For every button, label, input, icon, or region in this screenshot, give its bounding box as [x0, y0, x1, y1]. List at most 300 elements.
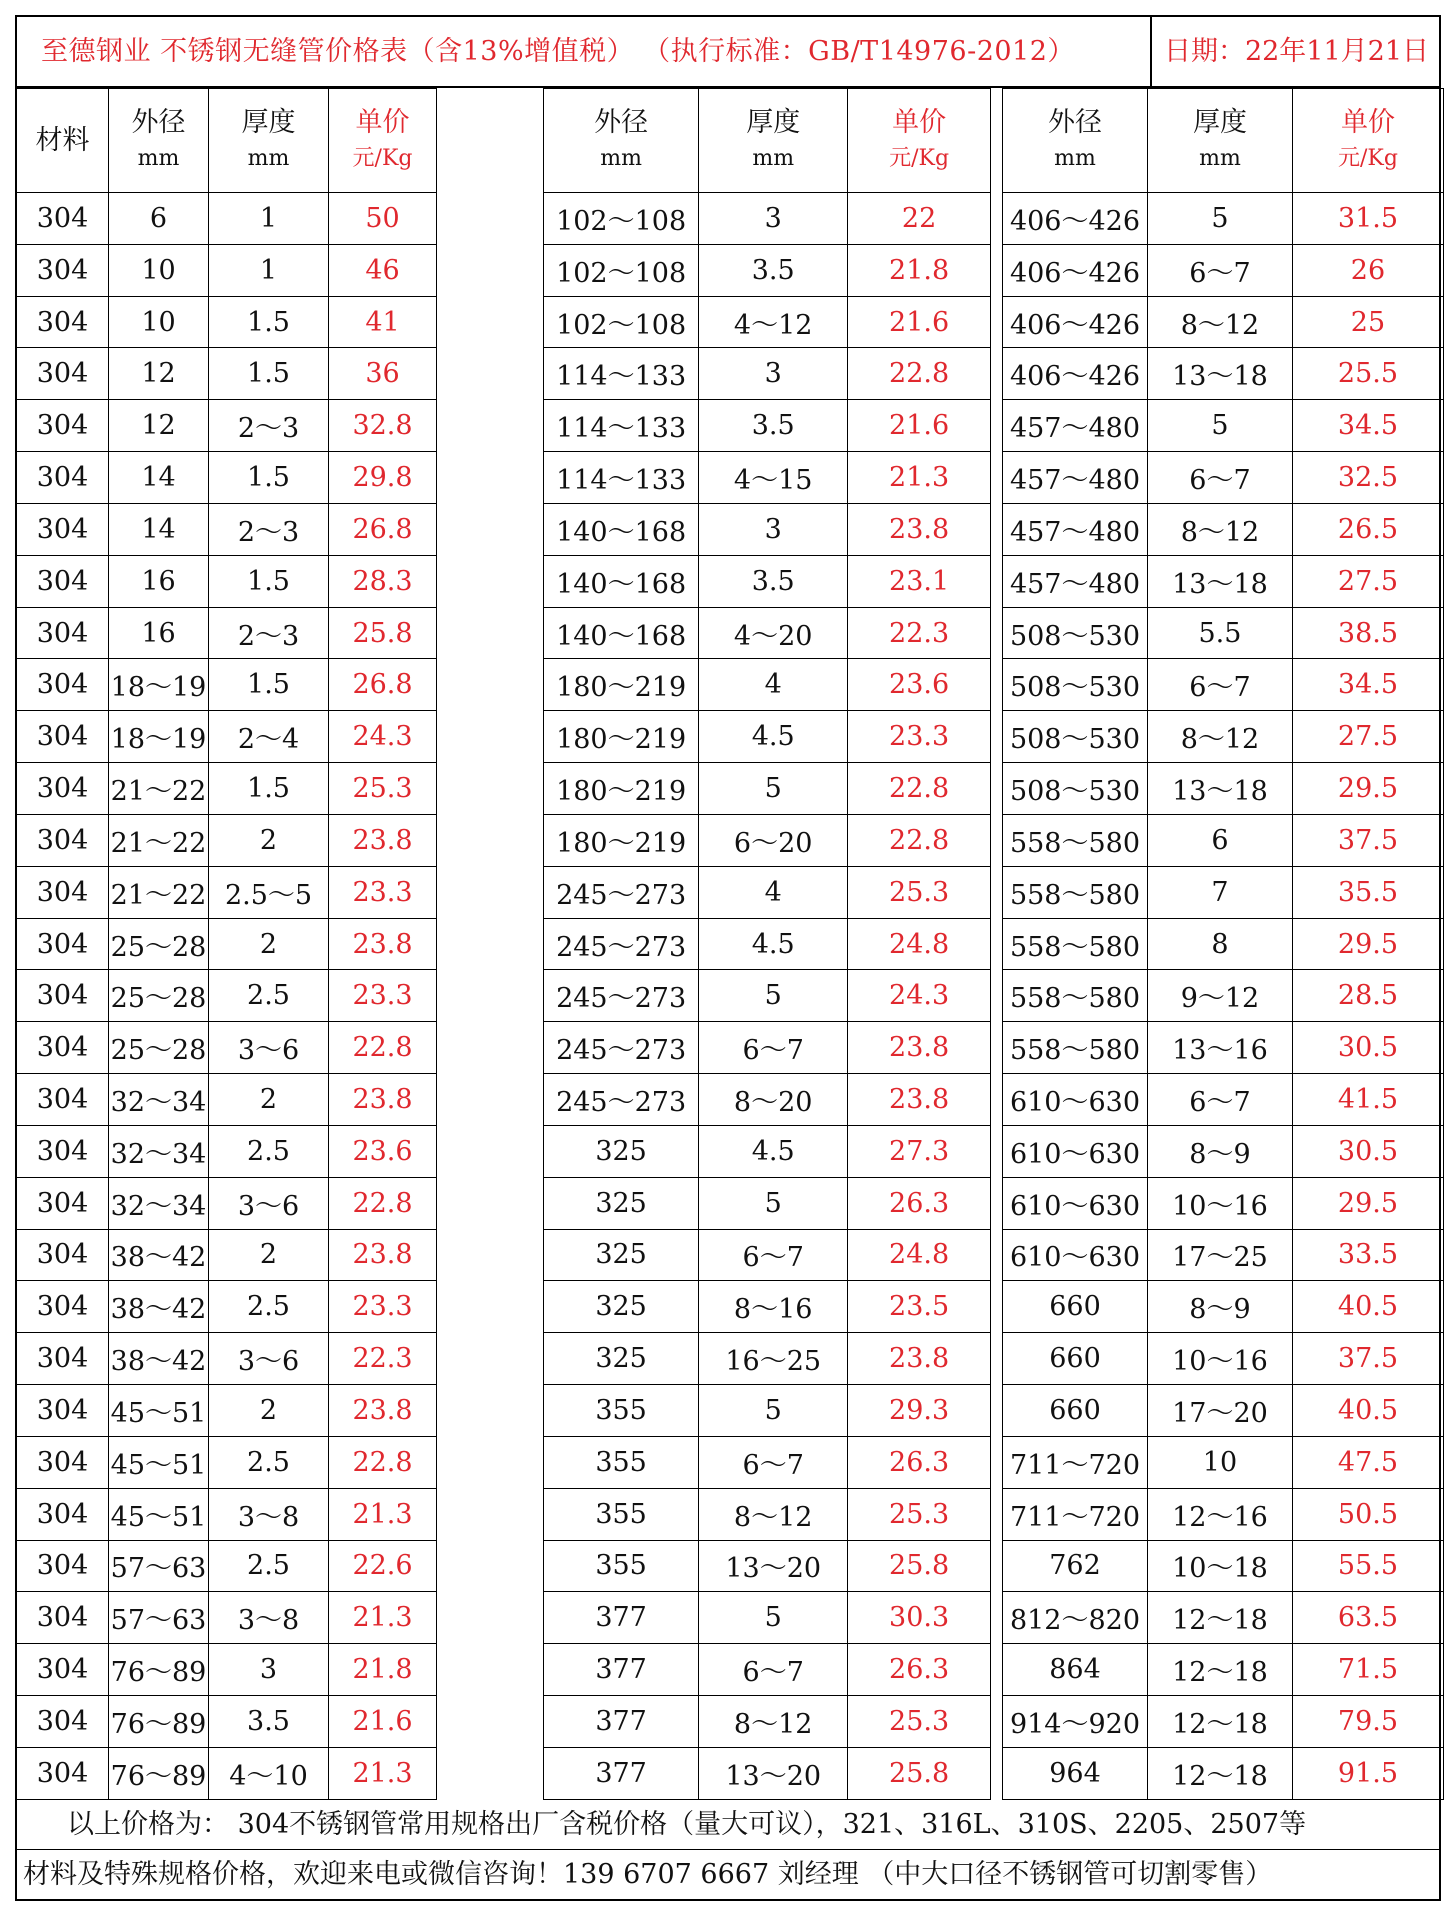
cell-thickness: 5 — [1147, 400, 1292, 452]
cell-price: 22.8 — [848, 814, 991, 866]
cell-thickness: 13～18 — [1147, 348, 1292, 400]
title-row — [17, 17, 1439, 88]
table-row — [17, 1747, 437, 1799]
cell-price: 35.5 — [1292, 866, 1443, 918]
cell-thickness: 13～20 — [699, 1747, 848, 1799]
cell-material: 304 — [17, 607, 109, 659]
cell-thickness: 10～18 — [1147, 1540, 1292, 1592]
cell-thickness: 2～3 — [209, 400, 329, 452]
cell-price: 41.5 — [1292, 1074, 1443, 1126]
price-table-large-diameter — [1002, 88, 1444, 1800]
cell-price: 22.6 — [329, 1540, 437, 1592]
table-row — [1003, 1488, 1444, 1540]
cell-thickness: 3.5 — [699, 400, 848, 452]
cell-material: 304 — [17, 1022, 109, 1074]
cell-thickness: 7 — [1147, 866, 1292, 918]
table-row — [1003, 1696, 1444, 1748]
cell-od: 38～42 — [109, 1333, 209, 1385]
cell-od: 245～273 — [544, 866, 699, 918]
table-row — [544, 607, 991, 659]
cell-od: 14 — [109, 452, 209, 504]
cell-price: 23.8 — [329, 1229, 437, 1281]
cell-price: 26.3 — [848, 1644, 991, 1696]
cell-od: 140～168 — [544, 555, 699, 607]
cell-od: 10 — [109, 296, 209, 348]
footer-line-2: 材料及特殊规格价格，欢迎来电或微信咨询！139 6707 6667 刘经理 （中大口径不锈钢管可切割零售） — [23, 1859, 1273, 1890]
table-row — [544, 1281, 991, 1333]
table-row — [544, 1696, 991, 1748]
table-row — [17, 1385, 437, 1437]
cell-material: 304 — [17, 296, 109, 348]
cell-price: 21.6 — [848, 400, 991, 452]
table-row — [1003, 1125, 1444, 1177]
cell-od: 660 — [1003, 1333, 1148, 1385]
cell-od: 558～580 — [1003, 918, 1148, 970]
cell-price: 25.3 — [848, 866, 991, 918]
cell-thickness: 5 — [699, 763, 848, 815]
table-header-row — [1003, 89, 1444, 193]
cell-thickness: 5.5 — [1147, 607, 1292, 659]
table-row — [1003, 918, 1444, 970]
cell-od: 21～22 — [109, 866, 209, 918]
cell-thickness: 17～25 — [1147, 1229, 1292, 1281]
table-row — [1003, 400, 1444, 452]
cell-thickness: 2.5 — [209, 1125, 329, 1177]
cell-od: 45～51 — [109, 1436, 209, 1488]
cell-price: 21.6 — [329, 1696, 437, 1748]
cell-thickness: 1.5 — [209, 452, 329, 504]
table-row — [544, 452, 991, 504]
cell-thickness: 6～7 — [1147, 452, 1292, 504]
table-row — [1003, 1022, 1444, 1074]
cell-od: 325 — [544, 1281, 699, 1333]
table-row — [1003, 1644, 1444, 1696]
price-table-medium-diameter — [543, 88, 991, 1800]
cell-material: 304 — [17, 1436, 109, 1488]
cell-price: 29.3 — [848, 1385, 991, 1437]
cell-material: 304 — [17, 1074, 109, 1126]
table-row — [17, 1540, 437, 1592]
table-row — [544, 1644, 991, 1696]
cell-thickness: 2 — [209, 814, 329, 866]
table-row — [544, 1592, 991, 1644]
cell-price: 26.3 — [848, 1177, 991, 1229]
cell-thickness: 12～18 — [1147, 1644, 1292, 1696]
cell-thickness: 2～4 — [209, 711, 329, 763]
cell-price: 41 — [329, 296, 437, 348]
cell-od: 457～480 — [1003, 452, 1148, 504]
table-row — [17, 607, 437, 659]
cell-price: 40.5 — [1292, 1281, 1443, 1333]
cell-thickness: 8～20 — [699, 1074, 848, 1126]
cell-od: 355 — [544, 1488, 699, 1540]
cell-od: 102～108 — [544, 193, 699, 245]
table-row — [17, 1281, 437, 1333]
table-header-row — [544, 89, 991, 193]
cell-od: 377 — [544, 1696, 699, 1748]
cell-thickness: 4 — [699, 659, 848, 711]
table-row — [17, 1488, 437, 1540]
table-row — [544, 814, 991, 866]
cell-thickness: 10～16 — [1147, 1333, 1292, 1385]
table-row — [17, 970, 437, 1022]
cell-thickness: 2 — [209, 1385, 329, 1437]
table-row — [1003, 296, 1444, 348]
table-header-row — [17, 89, 437, 193]
cell-price: 37.5 — [1292, 814, 1443, 866]
cell-material: 304 — [17, 452, 109, 504]
cell-price: 24.3 — [848, 970, 991, 1022]
cell-price: 25.5 — [1292, 348, 1443, 400]
cell-price: 29.5 — [1292, 918, 1443, 970]
cell-thickness: 6～7 — [1147, 244, 1292, 296]
cell-price: 29.8 — [329, 452, 437, 504]
cell-od: 558～580 — [1003, 970, 1148, 1022]
cell-thickness: 2 — [209, 918, 329, 970]
cell-od: 114～133 — [544, 348, 699, 400]
cell-price: 79.5 — [1292, 1696, 1443, 1748]
cell-price: 55.5 — [1292, 1540, 1443, 1592]
table-row — [17, 659, 437, 711]
cell-thickness: 1.5 — [209, 555, 329, 607]
table-row — [17, 503, 437, 555]
cell-thickness: 6～20 — [699, 814, 848, 866]
cell-thickness: 1.5 — [209, 348, 329, 400]
cell-thickness: 4～12 — [699, 296, 848, 348]
cell-price: 25.8 — [848, 1747, 991, 1799]
cell-od: 16 — [109, 555, 209, 607]
table-row — [544, 1540, 991, 1592]
table-row — [1003, 1333, 1444, 1385]
table-row — [544, 1333, 991, 1385]
cell-price: 30.5 — [1292, 1022, 1443, 1074]
cell-material: 304 — [17, 193, 109, 245]
page-title: 至德钢业 不锈钢无缝管价格表（含13%增值税） （执行标准：GB/T14976-2012） — [41, 36, 1075, 67]
cell-price: 27.5 — [1292, 555, 1443, 607]
cell-od: 610～630 — [1003, 1177, 1148, 1229]
table-row — [17, 1074, 437, 1126]
cell-price: 21.3 — [848, 452, 991, 504]
cell-od: 610～630 — [1003, 1229, 1148, 1281]
table-row — [544, 1177, 991, 1229]
table-row — [544, 1229, 991, 1281]
cell-thickness: 5 — [1147, 193, 1292, 245]
cell-od: 457～480 — [1003, 555, 1148, 607]
cell-od: 325 — [544, 1229, 699, 1281]
header-od: 外径 mm — [109, 89, 209, 193]
price-grid — [17, 88, 1439, 1800]
price-table-small-diameter — [16, 88, 437, 1800]
cell-od: 32～34 — [109, 1177, 209, 1229]
cell-thickness: 4.5 — [699, 1125, 848, 1177]
cell-material: 304 — [17, 1281, 109, 1333]
cell-price: 50 — [329, 193, 437, 245]
cell-price: 26 — [1292, 244, 1443, 296]
cell-thickness: 2.5 — [209, 1281, 329, 1333]
table-row — [544, 244, 991, 296]
cell-od: 18～19 — [109, 711, 209, 763]
cell-price: 26.8 — [329, 503, 437, 555]
cell-price: 25.8 — [848, 1540, 991, 1592]
table-row — [1003, 452, 1444, 504]
header-price: 单价 元/Kg — [1292, 89, 1443, 193]
cell-od: 38～42 — [109, 1281, 209, 1333]
cell-thickness: 1.5 — [209, 763, 329, 815]
cell-thickness: 2 — [209, 1229, 329, 1281]
cell-price: 21.6 — [848, 296, 991, 348]
cell-thickness: 4.5 — [699, 918, 848, 970]
cell-thickness: 10～16 — [1147, 1177, 1292, 1229]
cell-thickness: 3～6 — [209, 1177, 329, 1229]
cell-od: 762 — [1003, 1540, 1148, 1592]
cell-thickness: 3～8 — [209, 1592, 329, 1644]
cell-thickness: 2～3 — [209, 503, 329, 555]
cell-thickness: 9～12 — [1147, 970, 1292, 1022]
table-row — [17, 555, 437, 607]
cell-thickness: 8～12 — [1147, 503, 1292, 555]
cell-thickness: 3 — [699, 503, 848, 555]
cell-od: 325 — [544, 1125, 699, 1177]
cell-price: 27.3 — [848, 1125, 991, 1177]
cell-thickness: 12～16 — [1147, 1488, 1292, 1540]
table-row — [544, 400, 991, 452]
table-row — [1003, 1229, 1444, 1281]
cell-price: 31.5 — [1292, 193, 1443, 245]
cell-price: 25.8 — [329, 607, 437, 659]
cell-thickness: 4 — [699, 866, 848, 918]
table-row — [17, 244, 437, 296]
table-row — [17, 1592, 437, 1644]
cell-thickness: 12～18 — [1147, 1696, 1292, 1748]
cell-price: 23.1 — [848, 555, 991, 607]
cell-price: 23.3 — [329, 1281, 437, 1333]
cell-thickness: 8 — [1147, 918, 1292, 970]
cell-od: 377 — [544, 1592, 699, 1644]
cell-price: 25.3 — [848, 1488, 991, 1540]
cell-thickness: 17～20 — [1147, 1385, 1292, 1437]
cell-od: 457～480 — [1003, 503, 1148, 555]
table-row — [17, 1229, 437, 1281]
cell-thickness: 3～6 — [209, 1022, 329, 1074]
table-row — [17, 1333, 437, 1385]
cell-price: 36 — [329, 348, 437, 400]
cell-thickness: 8～9 — [1147, 1281, 1292, 1333]
cell-price: 21.8 — [848, 244, 991, 296]
cell-thickness: 3.5 — [699, 244, 848, 296]
table-row — [544, 503, 991, 555]
cell-thickness: 4～15 — [699, 452, 848, 504]
cell-thickness: 3.5 — [699, 555, 848, 607]
table-row — [1003, 763, 1444, 815]
cell-material: 304 — [17, 1747, 109, 1799]
cell-od: 10 — [109, 244, 209, 296]
cell-od: 610～630 — [1003, 1125, 1148, 1177]
cell-price: 23.8 — [848, 503, 991, 555]
cell-price: 23.6 — [329, 1125, 437, 1177]
cell-od: 355 — [544, 1385, 699, 1437]
table-row — [1003, 866, 1444, 918]
cell-thickness: 3 — [209, 1644, 329, 1696]
cell-material: 304 — [17, 1125, 109, 1177]
header-thickness: 厚度 mm — [699, 89, 848, 193]
cell-od: 76～89 — [109, 1747, 209, 1799]
cell-price: 23.8 — [329, 918, 437, 970]
cell-price: 38.5 — [1292, 607, 1443, 659]
table-row — [1003, 555, 1444, 607]
cell-price: 22.3 — [848, 607, 991, 659]
cell-od: 12 — [109, 348, 209, 400]
header-thickness: 厚度 mm — [1147, 89, 1292, 193]
cell-thickness: 13～18 — [1147, 763, 1292, 815]
cell-od: 140～168 — [544, 503, 699, 555]
table-row — [1003, 607, 1444, 659]
cell-thickness: 4～20 — [699, 607, 848, 659]
table-row — [1003, 348, 1444, 400]
cell-price: 24.8 — [848, 918, 991, 970]
cell-od: 114～133 — [544, 400, 699, 452]
cell-od: 508～530 — [1003, 659, 1148, 711]
cell-od: 140～168 — [544, 607, 699, 659]
cell-od: 245～273 — [544, 1022, 699, 1074]
table-row — [544, 555, 991, 607]
cell-od: 57～63 — [109, 1592, 209, 1644]
cell-od: 180～219 — [544, 763, 699, 815]
table-row — [17, 711, 437, 763]
cell-od: 711～720 — [1003, 1488, 1148, 1540]
table-row — [544, 1488, 991, 1540]
table-row — [1003, 659, 1444, 711]
cell-thickness: 8～12 — [699, 1488, 848, 1540]
cell-thickness: 8～12 — [699, 1696, 848, 1748]
cell-thickness: 6～7 — [699, 1436, 848, 1488]
cell-price: 22.8 — [329, 1436, 437, 1488]
cell-thickness: 8～12 — [1147, 711, 1292, 763]
table-row — [1003, 1436, 1444, 1488]
cell-thickness: 6～7 — [699, 1644, 848, 1696]
table-row — [544, 296, 991, 348]
cell-price: 26.8 — [329, 659, 437, 711]
cell-price: 40.5 — [1292, 1385, 1443, 1437]
cell-od: 245～273 — [544, 918, 699, 970]
cell-od: 76～89 — [109, 1644, 209, 1696]
cell-thickness: 2.5～5 — [209, 866, 329, 918]
header-price: 单价 元/Kg — [329, 89, 437, 193]
cell-material: 304 — [17, 1333, 109, 1385]
cell-od: 558～580 — [1003, 1022, 1148, 1074]
cell-od: 812～820 — [1003, 1592, 1148, 1644]
cell-price: 50.5 — [1292, 1488, 1443, 1540]
cell-od: 245～273 — [544, 1074, 699, 1126]
cell-price: 22.8 — [848, 763, 991, 815]
cell-od: 508～530 — [1003, 607, 1148, 659]
cell-od: 508～530 — [1003, 711, 1148, 763]
cell-price: 25.3 — [329, 763, 437, 815]
cell-material: 304 — [17, 503, 109, 555]
cell-price: 21.3 — [329, 1592, 437, 1644]
footer-line-1: 以上价格为： 304不锈钢管常用规格出厂含税价格（量大可议），321、316L、310S、2205、2507等 — [17, 1800, 1439, 1850]
cell-od: 864 — [1003, 1644, 1148, 1696]
cell-od: 38～42 — [109, 1229, 209, 1281]
cell-thickness: 1 — [209, 244, 329, 296]
cell-od: 12 — [109, 400, 209, 452]
cell-od: 406～426 — [1003, 296, 1148, 348]
cell-price: 30.5 — [1292, 1125, 1443, 1177]
cell-price: 29.5 — [1292, 1177, 1443, 1229]
cell-price: 26.5 — [1292, 503, 1443, 555]
cell-od: 325 — [544, 1177, 699, 1229]
cell-price: 21.3 — [329, 1488, 437, 1540]
table-row — [17, 452, 437, 504]
table-row — [17, 193, 437, 245]
cell-od: 32～34 — [109, 1125, 209, 1177]
cell-price: 23.3 — [848, 711, 991, 763]
date-label: 日期：22年11月21日 — [1150, 17, 1441, 86]
cell-price: 23.6 — [848, 659, 991, 711]
cell-od: 25～28 — [109, 1022, 209, 1074]
cell-thickness: 1.5 — [209, 659, 329, 711]
cell-od: 457～480 — [1003, 400, 1148, 452]
cell-thickness: 5 — [699, 1592, 848, 1644]
header-material: 材料 — [17, 89, 109, 193]
cell-od: 25～28 — [109, 918, 209, 970]
table-row — [17, 918, 437, 970]
cell-price: 29.5 — [1292, 763, 1443, 815]
cell-price: 23.3 — [329, 866, 437, 918]
cell-price: 32.5 — [1292, 452, 1443, 504]
cell-material: 304 — [17, 711, 109, 763]
cell-thickness: 5 — [699, 1385, 848, 1437]
table-row — [1003, 244, 1444, 296]
cell-od: 406～426 — [1003, 193, 1148, 245]
cell-od: 114～133 — [544, 452, 699, 504]
cell-od: 660 — [1003, 1281, 1148, 1333]
cell-price: 23.8 — [329, 1385, 437, 1437]
table-row — [1003, 1747, 1444, 1799]
table-row — [544, 1074, 991, 1126]
table-row — [17, 866, 437, 918]
table-row — [17, 1177, 437, 1229]
cell-od: 558～580 — [1003, 814, 1148, 866]
cell-thickness: 2.5 — [209, 1540, 329, 1592]
cell-price: 21.3 — [329, 1747, 437, 1799]
cell-od: 25～28 — [109, 970, 209, 1022]
cell-thickness: 13～20 — [699, 1540, 848, 1592]
cell-material: 304 — [17, 814, 109, 866]
cell-price: 22.8 — [329, 1022, 437, 1074]
cell-od: 245～273 — [544, 970, 699, 1022]
cell-od: 14 — [109, 503, 209, 555]
cell-price: 34.5 — [1292, 400, 1443, 452]
table-row — [544, 711, 991, 763]
cell-price: 24.8 — [848, 1229, 991, 1281]
cell-od: 406～426 — [1003, 244, 1148, 296]
table-row — [544, 763, 991, 815]
table-row — [544, 1436, 991, 1488]
cell-price: 22.8 — [848, 348, 991, 400]
cell-material: 304 — [17, 1696, 109, 1748]
cell-material: 304 — [17, 555, 109, 607]
cell-price: 30.3 — [848, 1592, 991, 1644]
header-od: 外径 mm — [544, 89, 699, 193]
cell-thickness: 3～8 — [209, 1488, 329, 1540]
cell-price: 34.5 — [1292, 659, 1443, 711]
cell-thickness: 1 — [209, 193, 329, 245]
table-row — [1003, 1592, 1444, 1644]
table-row — [1003, 1281, 1444, 1333]
cell-thickness: 2.5 — [209, 970, 329, 1022]
cell-od: 32～34 — [109, 1074, 209, 1126]
cell-od: 377 — [544, 1644, 699, 1696]
